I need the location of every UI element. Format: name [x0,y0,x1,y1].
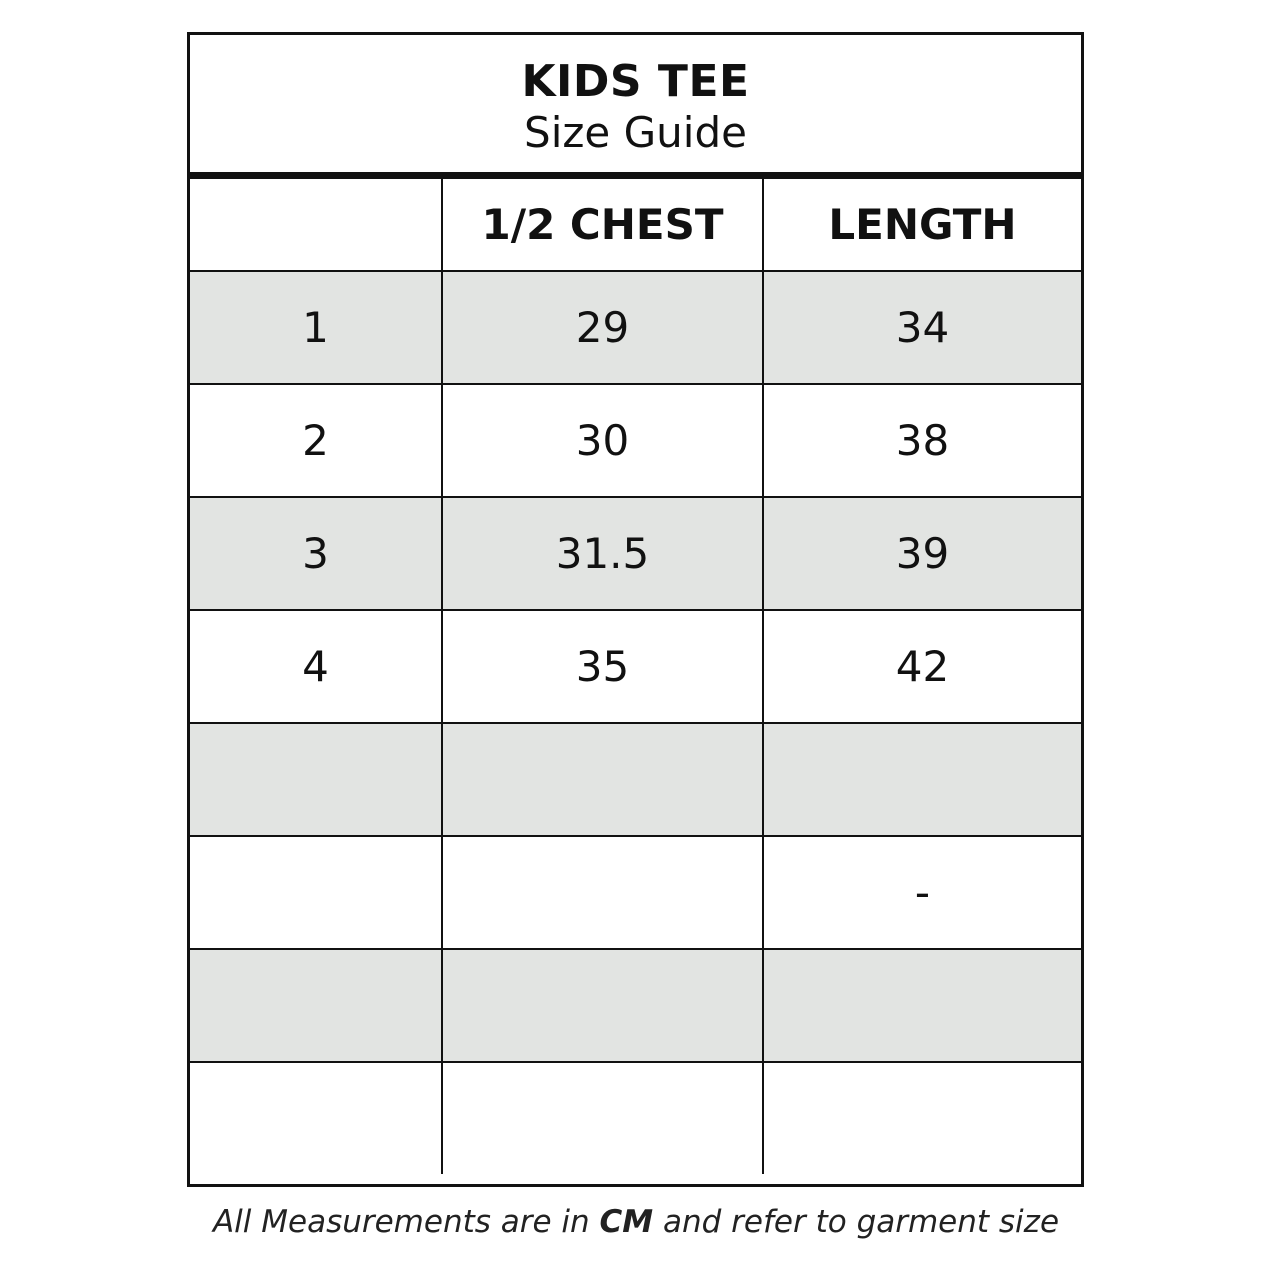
table-row [190,610,1081,723]
length-cell: 38 [763,384,1081,497]
column-header-chest: 1/2 CHEST [442,179,763,271]
size-cell: 1 [190,271,442,384]
size-cell [190,949,442,1062]
chest-cell [442,949,763,1062]
length-cell: 34 [763,271,1081,384]
size-cell: 2 [190,384,442,497]
table-row [190,497,1081,610]
table-row [190,271,1081,384]
page-subtitle: Size Guide [524,108,747,157]
chest-cell: 35 [442,610,763,723]
chest-cell [442,1062,763,1174]
chest-cell [442,836,763,949]
length-cell: 42 [763,610,1081,723]
chest-cell: 29 [442,271,763,384]
length-cell [763,1062,1081,1174]
size-cell [190,723,442,836]
table-row [190,949,1081,1062]
column-header-size [190,179,442,271]
footnote-unit: CM [599,1204,654,1240]
chest-cell [442,723,763,836]
footnote-text-after: and refer to garment size [653,1204,1060,1240]
length-cell [763,949,1081,1062]
footnote-text-before: All Measurements are in [212,1204,600,1240]
chest-cell: 30 [442,384,763,497]
table-row [190,836,1081,949]
size-cell [190,836,442,949]
size-cell: 3 [190,497,442,610]
column-header-length: LENGTH [763,179,1081,271]
length-cell: 39 [763,497,1081,610]
length-cell [763,723,1081,836]
size-cell [190,1062,442,1174]
size-guide-card [187,32,1084,1187]
chest-cell: 31.5 [442,497,763,610]
size-table [190,179,1081,1174]
page-title: KIDS TEE [521,56,750,107]
size-cell: 4 [190,610,442,723]
table-row [190,1062,1081,1174]
table-row [190,723,1081,836]
header-row [190,179,1081,271]
measurement-footnote [0,1200,1272,1244]
title-block [190,35,1081,179]
table-row [190,384,1081,497]
length-cell: - [763,836,1081,949]
